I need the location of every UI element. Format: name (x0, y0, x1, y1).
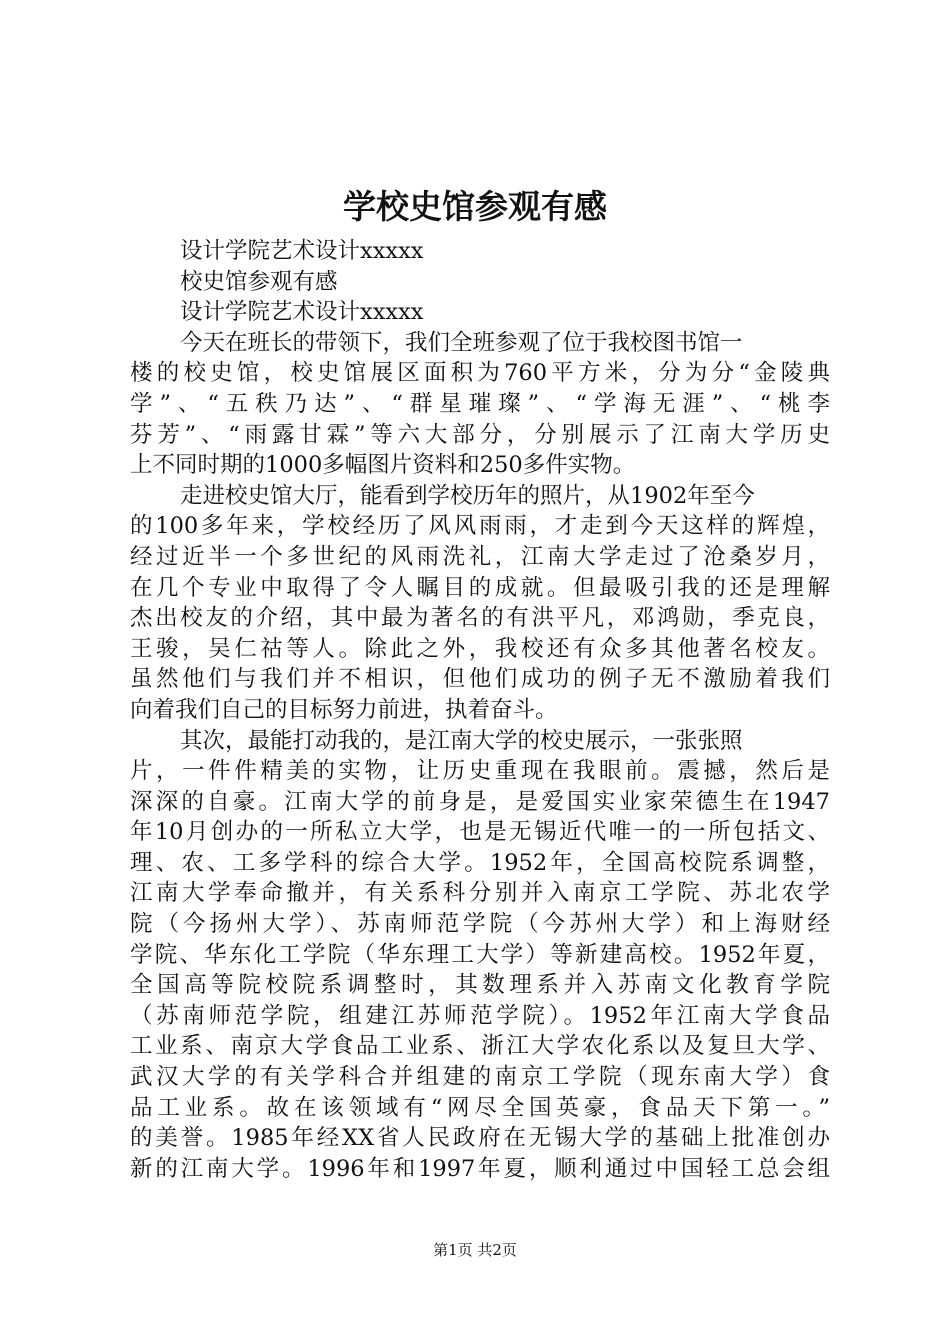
text-line: 武汉大学的有关学科合并组建的南京工学院（现东南大学）食 (130, 1064, 830, 1091)
text-line: 在几个专业中取得了令人瞩目的成就。但最吸引我的还是理解 (130, 574, 830, 601)
text-line: 江南大学奉命撤并，有关系科分别并入南京工学院、苏北农学 (130, 880, 830, 907)
text-line: 设计学院艺术设计xxxxx (180, 238, 424, 264)
text-line: 楼的校史馆，校史馆展区面积为760平方米，分为分“金陵典 (130, 360, 830, 387)
text-line: 设计学院艺术设计xxxxx (180, 299, 424, 326)
text-line: 工业系、南京大学食品工业系、浙江大学农化系以及复旦大学、 (130, 1033, 830, 1060)
text-line: 品工业系。故在该领域有“网尽全国英豪，食品天下第一。” (130, 1094, 830, 1121)
text-line: 走进校史馆大厅，能看到学校历年的照片，从1902年至今 (180, 482, 755, 509)
text-line: 学”、“五秩乃达”、“群星璀璨”、“学海无涯”、“桃李 (130, 390, 830, 417)
text-line: 其次，最能打动我的，是江南大学的校史展示，一张张照 (180, 727, 743, 754)
document-title: 学校史馆参观有感 (343, 187, 607, 226)
text-line: 的美誉。1985年经XX省人民政府在无锡大学的基础上批准创办 (130, 1125, 830, 1152)
text-line: 新的江南大学。1996年和1997年夏，顺利通过中国轻工总会组 (130, 1155, 830, 1182)
text-line: 校史馆参观有感 (180, 268, 338, 295)
text-line: 深深的自豪。江南大学的前身是，是爱国实业家荣德生在1947 (130, 788, 830, 815)
text-line: 年10月创办的一所私立大学，也是无锡近代唯一的一所包括文、 (130, 819, 830, 846)
text-line: 全国高等院校院系调整时，其数理系并入苏南文化教育学院 (130, 972, 830, 999)
text-line: 虽然他们与我们并不相识，但他们成功的例子无不激励着我们 (130, 666, 830, 693)
text-line: 的100多年来，学校经历了风风雨雨，才走到今天这样的辉煌， (130, 513, 830, 540)
text-line: 学院、华东化工学院（华东理工大学）等新建高校。1952年夏， (130, 941, 830, 968)
text-line: 芬芳”、“雨露甘霖”等六大部分，分别展示了江南大学历史 (130, 421, 830, 448)
text-line: 上不同时期的1000多幅图片资料和250多件实物。 (130, 452, 636, 479)
text-line: 片，一件件精美的实物，让历史重现在我眼前。震撼，然后是 (130, 758, 830, 785)
text-line: 今天在班长的带领下，我们全班参观了位于我校图书馆一 (180, 329, 743, 356)
text-line: 向着我们自己的目标努力前进，执着奋斗。 (130, 696, 558, 723)
text-line: 院（今扬州大学）、苏南师范学院（今苏州大学）和上海财经 (130, 911, 830, 938)
text-line: 经过近半一个多世纪的风雨洗礼，江南大学走过了沧桑岁月， (130, 543, 830, 570)
text-line: 理、农、工多学科的综合大学。1952年，全国高校院系调整， (130, 849, 830, 876)
text-line: （苏南师范学院，组建江苏师范学院）。1952年江南大学食品 (130, 1002, 830, 1029)
text-line: 杰出校友的介绍，其中最为著名的有洪平凡，邓鸿勋，季克良， (130, 605, 830, 632)
text-line: 王骏，吴仁祜等人。除此之外，我校还有众多其他著名校友。 (130, 635, 830, 662)
page-footer: 第1页 共2页 (433, 1241, 517, 1259)
document-body (130, 236, 830, 1184)
